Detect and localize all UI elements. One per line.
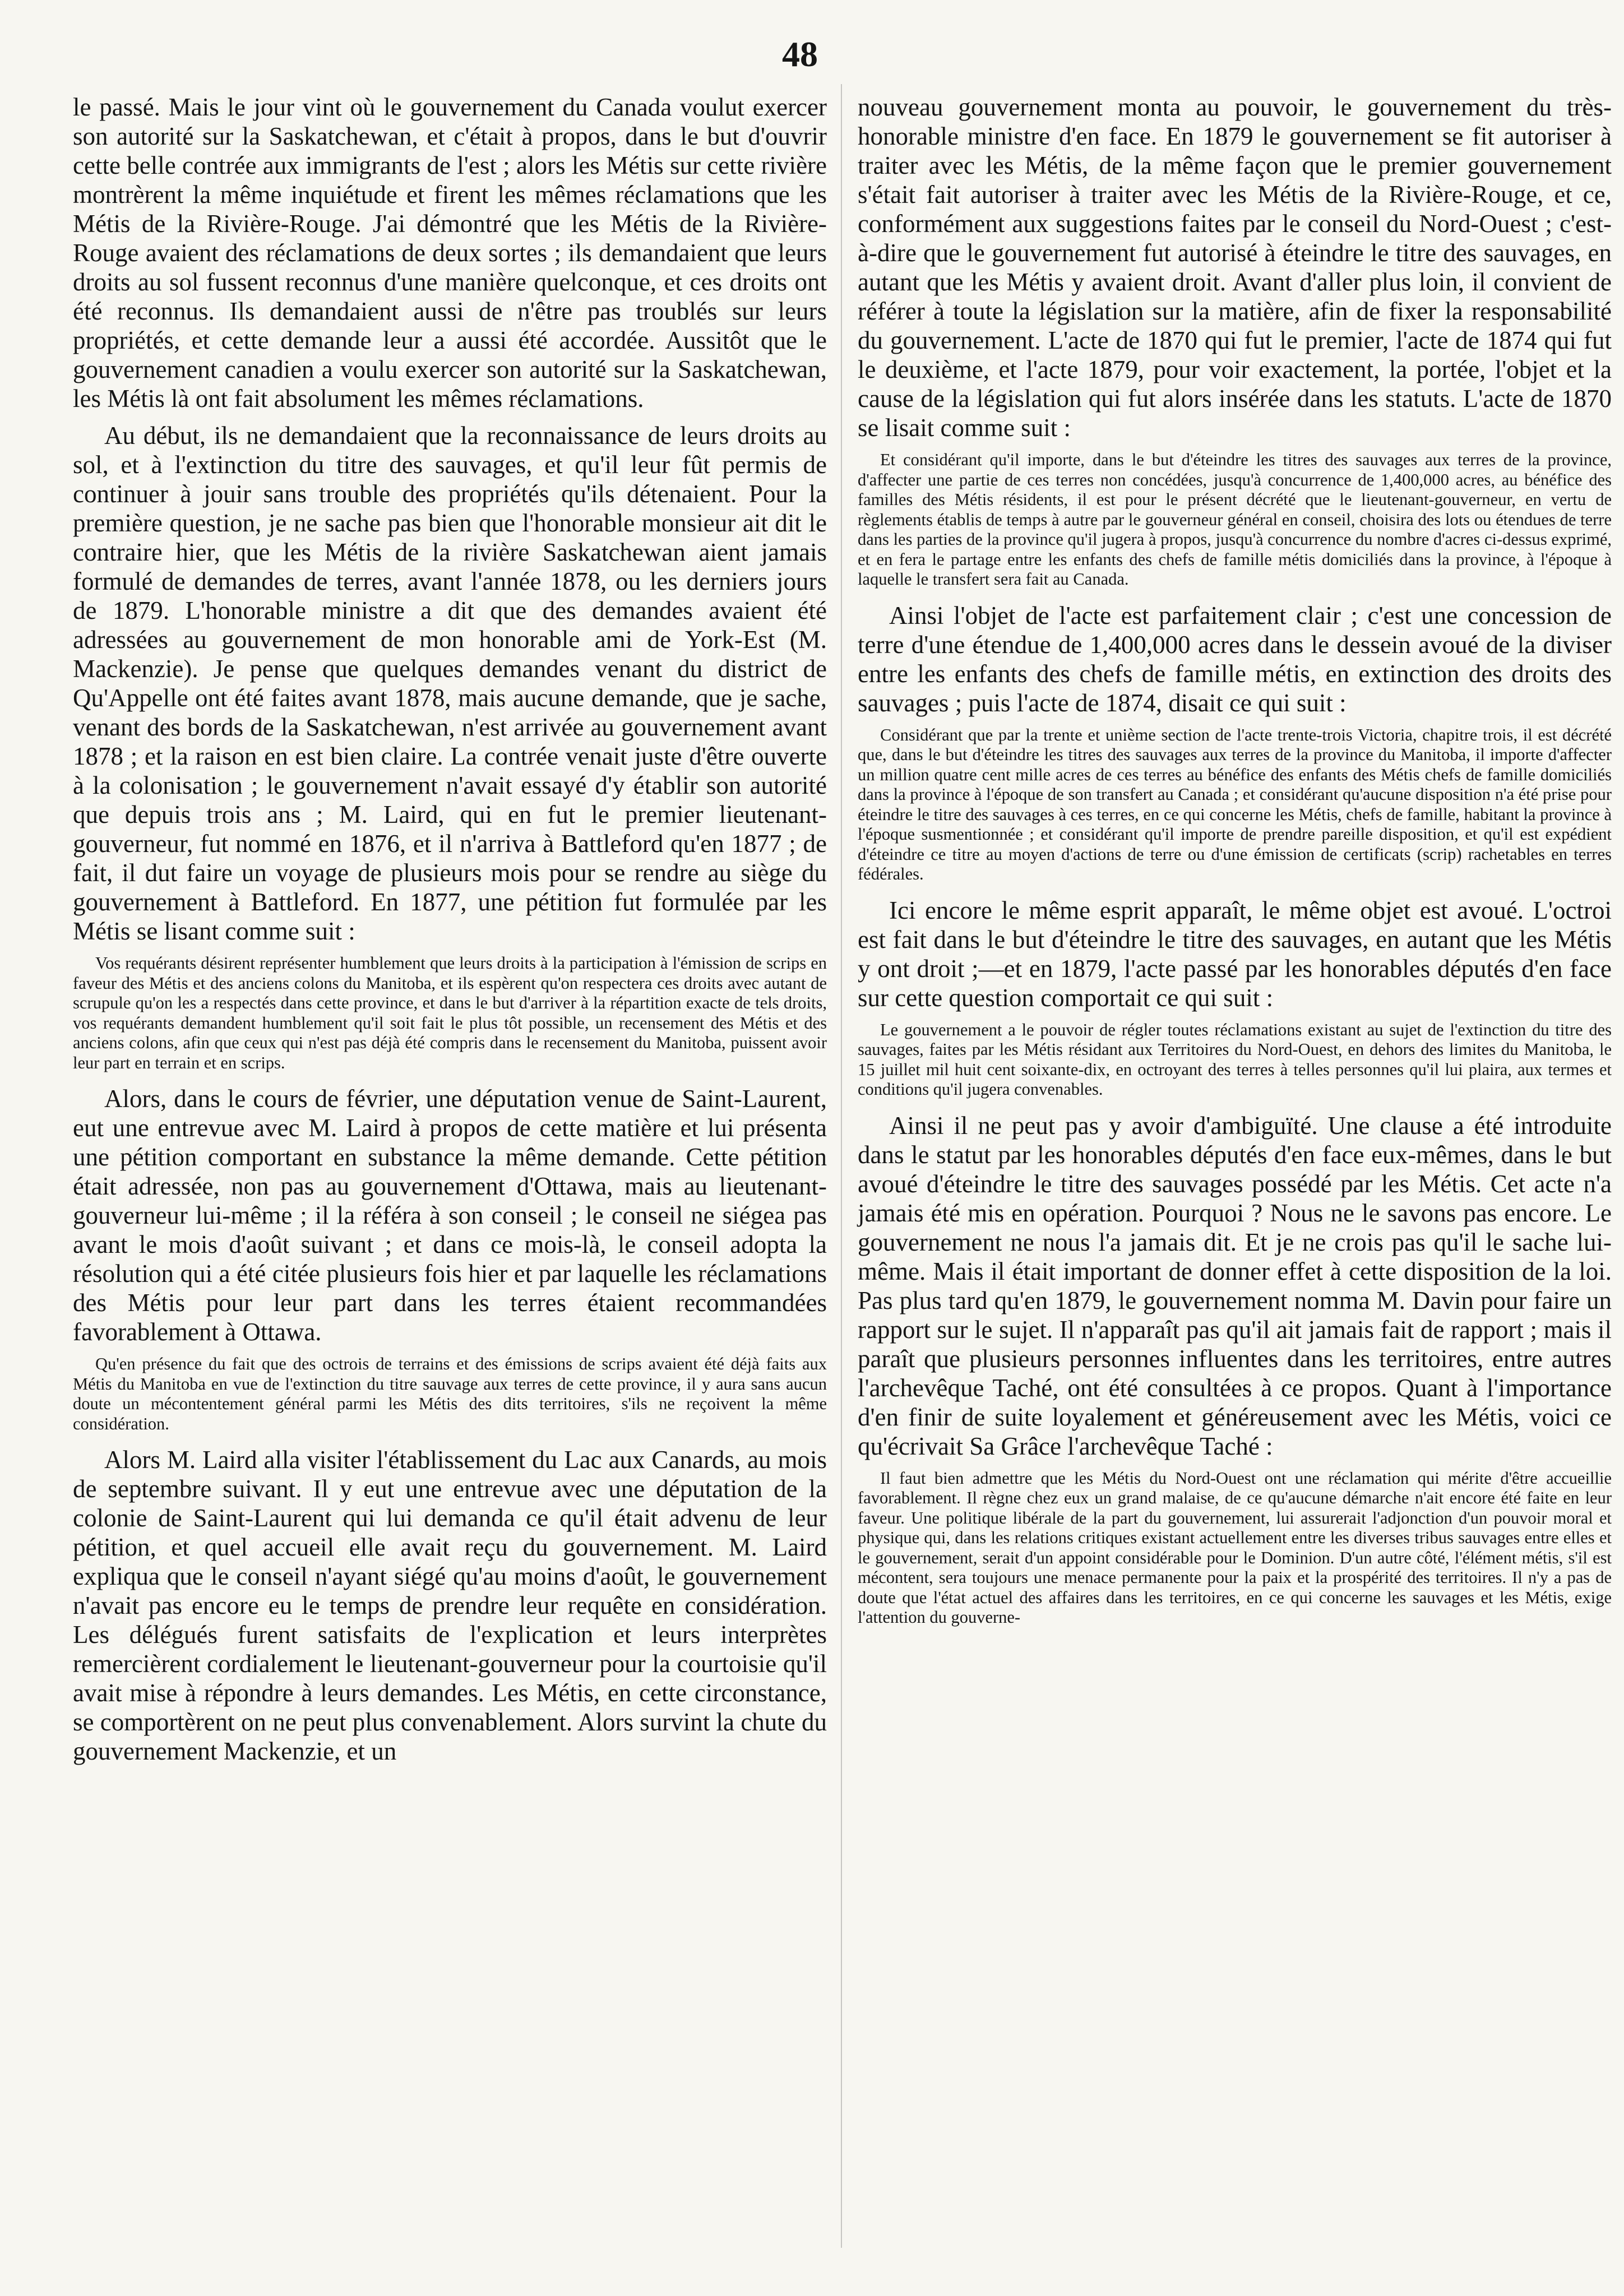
quoted-excerpt: Et considérant qu'il importe, dans le but d'éteindre les titres des sauvages aux terres de la province, d'affecter une partie de ces terres non concédées, jusqu'à concurrence de 1,400,000 acres, au bénéfice des familles des Métis résidents, il est pour le présent décrété que le lieutenant-gouverneur, en vertu de règlements établis de temps à autre par le gouverneur général en conseil, choisira des lots ou étendues de terre dans les parties de la province qu'il jugera à propos, jusqu'à concurrence du nombre d'acres ci-dessus exprimé, et en fera le partage entre les enfants des chefs de famille métis domiciliés dans la province, à l'époque à laquelle le transfert sera fait au Canada. — [858, 450, 1612, 589]
column-divider — [841, 84, 842, 2248]
body-paragraph: Au début, ils ne demandaient que la reconnaissance de leurs droits au sol, et à l'extinction du titre des sauvages, et qu'il leur fût permis de continuer à jouir sans trouble des propriétés qu'ils détenaient. Pour la première question, je ne sache pas bien que l'honorable monsieur ait dit le contraire hier, que les Métis de la rivière Saskatchewan aient jamais formulé de demandes de terres, avant l'année 1878, ou les derniers jours de 1879. L'honorable ministre a dit que des demandes avaient été adressées au gouvernement de mon honorable ami de York-Est (M. Mackenzie). Je pense que quelques demandes venant du district de Qu'Appelle ont été faites avant 1878, mais aucune demande, que je sache, venant des bords de la Saskatchewan, n'est arrivée au gouvernement avant 1878 ; et la raison en est bien claire. La contrée venait juste d'être ouverte à la colonisation ; le gouvernement n'avait essayé d'y établir son autorité que depuis trois ans ; M. Laird, qui en fut le premier lieutenant-gouverneur, fut nommé en 1876, et il n'arriva à Battleford qu'en 1877 ; de fait, il dut faire un voyage de plusieurs mois pour se rendre au siège du gouvernement à Battleford. En 1877, une pétition fut formulée par les Métis se lisant comme suit : — [73, 422, 827, 945]
quoted-excerpt: Vos requérants désirent représenter humblement que leurs droits à la participation à l'émission de scrips en faveur des Métis et des anciens colons du Manitoba, et ils espèrent qu'on respectera ces droits avec autant de scrupule qu'on les a respectés dans cette province, et dans le but d'arriver à la répartition exacte de tels droits, vos requérants demandent humblement qu'il soit fait le plus tôt possible, un recensement des Métis et des anciens colons, afin que ceux qui n'est pas déjà été compris dans le recensement du Manitoba, puissent avoir leur part en terrain et en scrips. — [73, 953, 827, 1072]
body-paragraph: Ainsi il ne peut pas y avoir d'ambiguïté. Une clause a été introduite dans le statut par les honorables députés d'en face eux-mêmes, dans le but avoué d'éteindre le titre des sauvages possédé par les Métis. Cet acte n'a jamais été mis en opération. Pourquoi ? Nous ne le savons pas encore. Le gouvernement ne nous l'a jamais dit. Et je ne crois pas qu'il le sache lui-même. Mais il était important de donner effet à cette disposition de la loi. Pas plus tard qu'en 1879, le gouvernement nomma M. Davin pour faire un rapport sur le sujet. Il n'apparaît pas qu'il ait jamais fait de rapport ; mais il paraît que plusieurs personnes influentes dans les territoires, entre autres l'archevêque Taché, ont été consultées à ce propos. Quant à l'importance d'en finir de suite loyalement et généreusement avec les Métis, voici ce qu'écrivait Sa Grâce l'archevêque Taché : — [858, 1111, 1612, 1460]
quoted-excerpt: Le gouvernement a le pouvoir de régler toutes réclamations existant au sujet de l'extinction du titre des sauvages, faites par les Métis résidant aux Territoires du Nord-Ouest, en dehors des limites du Manitoba, le 15 juillet mil huit cent soixante-dix, en octroyant des terres à telles personnes qu'il lui plaira, aux termes et conditions qu'il jugera convenables. — [858, 1020, 1612, 1099]
quoted-excerpt: Considérant que par la trente et unième section de l'acte trente-trois Victoria, chapitre trois, il est décrété que, dans le but d'éteindre les titres des sauvages aux terres de la province du Manitoba, il importe d'affecter un million quatre cent mille acres de ces terres au bénéfice des enfants des Métis chefs de famille domiciliés dans la province à l'époque de son transfert au Canada ; et considérant qu'aucune disposition n'a été prise pour éteindre le titre des sauvages à ces terres, en ce qui concerne les Métis, chefs de famille, habitant la province à l'époque susmentionnée ; et considérant qu'il importe de prendre pareille disposition, et qu'il est expédient d'éteindre ce titre au moyen d'actions de terre ou d'une émission de certificats (scrip) rachetables en terres fédérales. — [858, 725, 1612, 883]
body-paragraph: Alors, dans le cours de février, une députation venue de Saint-Laurent, eut une entrevue avec M. Laird à propos de cette matière et lui présenta une pétition comportant en substance la même demande. Cette pétition était adressée, non pas au gouvernement d'Ottawa, mais au lieutenant-gouverneur lui-même ; il la référa à son conseil ; le conseil ne siégea pas avant le mois d'août suivant ; et dans ce mois-là, le conseil adopta la résolution qui a été citée plusieurs fois hier et par laquelle les réclamations des Métis pour leur part dans les terres étaient recommandées favorablement à Ottawa. — [73, 1085, 827, 1346]
body-paragraph: Alors M. Laird alla visiter l'établissement du Lac aux Canards, au mois de septembre suivant. Il y eut une entrevue avec une députation de la colonie de Saint-Laurent qui lui demanda ce qu'il était advenu de leur pétition, et quel accueil elle avait reçu du gouvernement. M. Laird expliqua que le conseil n'ayant siégé qu'au moins d'août, le gouvernement n'avait pas encore eu le temps de prendre leur requête en considération. Les délégués furent satisfaits de l'explication et leurs interprètes remercièrent cordialement le lieutenant-gouverneur pour la courtoisie qu'il avait mise à répondre à leurs demandes. Les Métis, en cette circonstance, se comportèrent on ne peut plus convenablement. Alors survint la chute du gouvernement Mackenzie, et un — [73, 1446, 827, 1765]
quoted-excerpt: Il faut bien admettre que les Métis du Nord-Ouest ont une réclamation qui mérite d'être accueillie favorablement. Il règne chez eux un grand malaise, de ce qu'aucune démarche n'ait encore été faite en leur faveur. Une politique libérale de la part du gouvernement, lui assurerait l'adjonction d'un pouvoir moral et physique qui, dans les relations critiques existant actuellement entre les diverses tribus sauvages entre elles et le gouvernement, serait d'un appoint considérable pour le Dominion. D'un autre côté, l'élément métis, s'il est mécontent, sera toujours une menace permanente pour la paix et la prospérité des territoires. Il n'y a pas de doute que l'état actuel des affaires dans les territoires, en ce qui concerne les sauvages et les Métis, exige l'attention du gouverne- — [858, 1468, 1612, 1627]
left-column — [73, 92, 827, 1774]
body-paragraph: Ici encore le même esprit apparaît, le même objet est avoué. L'octroi est fait dans le but d'éteindre le titre des sauvages, en autant que les Métis y ont droit ;—et en 1879, l'acte passé par les honorables députés d'en face sur cette question comportait ce qui suit : — [858, 896, 1612, 1012]
body-paragraph: Ainsi l'objet de l'acte est parfaitement clair ; c'est une concession de terre d'une étendue de 1,400,000 acres dans le dessein avoué de la diviser entre les enfants des chefs de famille métis, en extinction des droits des sauvages ; puis l'acte de 1874, disait ce qui suit : — [858, 601, 1612, 717]
right-column — [858, 92, 1612, 1639]
quoted-excerpt: Qu'en présence du fait que des octrois de terrains et des émissions de scrips avaient été déjà faits aux Métis du Manitoba en vue de l'extinction du titre sauvage aux terres de cette province, il y aura sans aucun doute un mécontentement général parmi les Métis des dits territoires, s'ils ne reçoivent la même considération. — [73, 1354, 827, 1433]
page-number: 48 — [782, 34, 818, 74]
body-paragraph: nouveau gouvernement monta au pouvoir, le gouvernement du très-honorable ministre d'en face. En 1879 le gouvernement se fit autoriser à traiter avec les Métis, de la même façon que le premier gouvernement s'était fait autoriser à traiter avec les Métis de la Rivière-Rouge, et ce, conformément aux suggestions faites par le conseil du Nord-Ouest ; c'est-à-dire que le gouvernement fut autorisé à éteindre le titre des sauvages, en autant que les Métis y avaient droit. Avant d'aller plus loin, il convient de référer à toute la législation sur la matière, afin de fixer la responsabilité du gouvernement. L'acte de 1870 qui fut le premier, l'acte de 1874 qui fut le deuxième, et l'acte 1879, pour voir exactement, la portée, l'objet et la cause de la législation qui fut alors insérée dans les statuts. L'acte de 1870 se lisait comme suit : — [858, 93, 1612, 442]
body-paragraph: le passé. Mais le jour vint où le gouvernement du Canada voulut exercer son autorité sur la Saskatchewan, et c'était à propos, dans le but d'ouvrir cette belle contrée aux immigrants de l'est ; alors les Métis sur cette rivière montrèrent la même inquiétude et firent les mêmes réclamations que les Métis de la Rivière-Rouge. J'ai démontré que les Métis de la Rivière-Rouge avaient des réclamations de deux sortes ; ils demandaient que leurs droits au sol fussent reconnus d'une manière quelconque, et ces droits ont été reconnus. Ils demandaient aussi de n'être pas troublés sur leurs propriétés, et cette demande leur a aussi été accordée. Aussitôt que le gouvernement canadien a voulu exercer son autorité sur la Saskatchewan, les Métis là ont fait absolument les mêmes réclamations. — [73, 93, 827, 413]
